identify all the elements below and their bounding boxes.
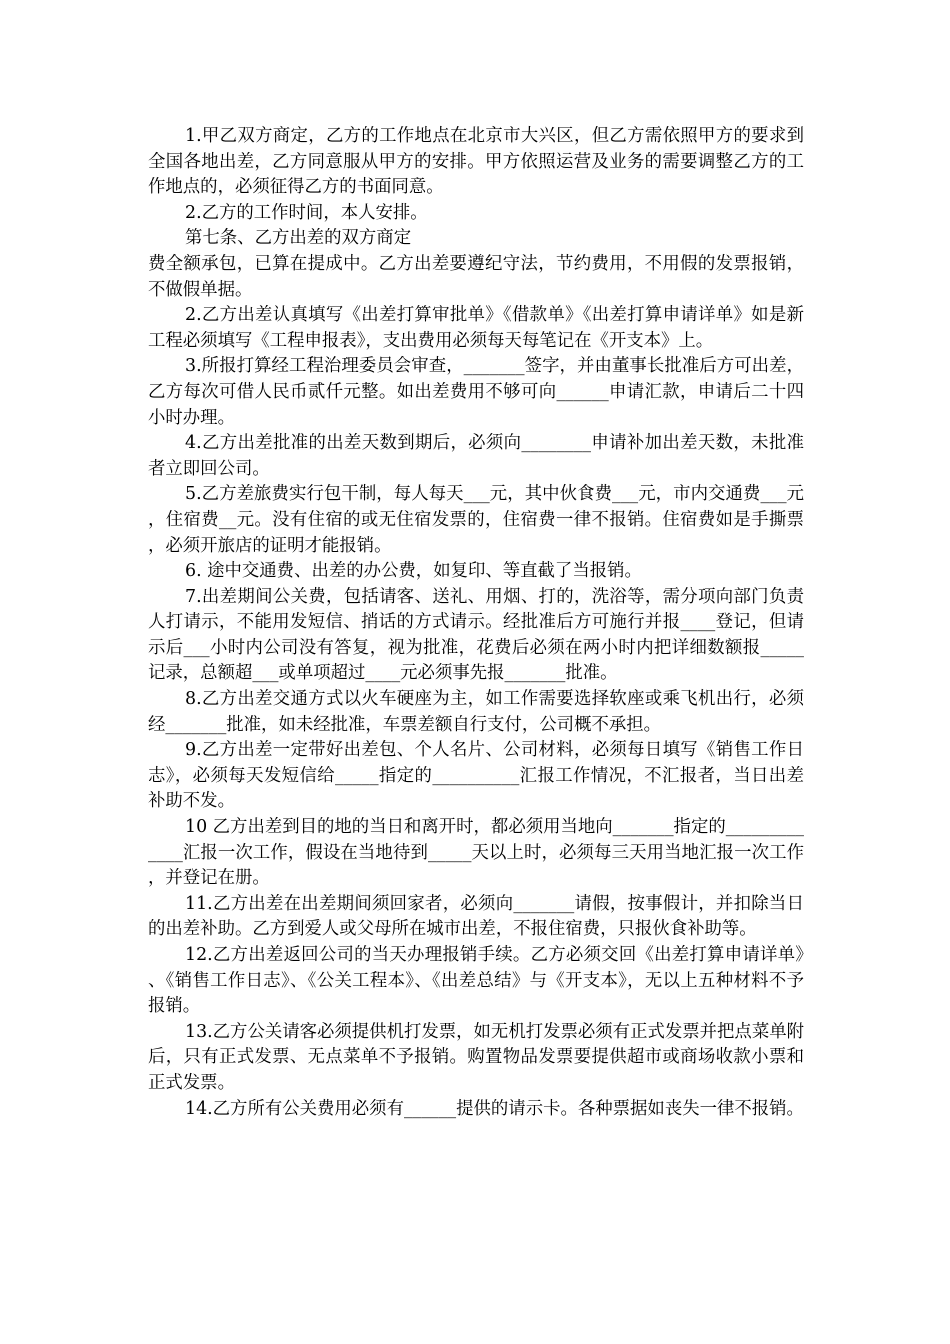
paragraph-2: 2.乙方的工作时间，本人安排。 bbox=[185, 202, 428, 223]
paragraph-clause-7: 7.出差期间公关费，包括请客、送礼、用烟、打的，洗浴等，需分项向部门负责人打请示，不能用发短信、捎话的方式请示。经批准后方可施行并报____登记，但请示后___小时内公司没有答复，视为批准，花费后必须在两小时内把详细数额报_____记录，总额超___或单项超过____元必须事先报_______批准。 bbox=[148, 586, 804, 684]
document-body bbox=[148, 124, 804, 1122]
paragraph-clause-8: 8.乙方出差交通方式以火车硬座为主，如工作需要选择软座或乘飞机出行，必须经_______批准，如未经批准，车票差额自行支付，公司概不承担。 bbox=[148, 689, 804, 735]
paragraph-clause-14: 14.乙方所有公关费用必须有______提供的请示卡。各种票据如丧失一律不报销。 bbox=[185, 1098, 804, 1119]
paragraph-clause-11: 11.乙方出差在出差期间须回家者，必须向_______请假，按事假计，并扣除当日的出差补助。乙方到爱人或父母所在城市出差，不报住宿费，只报伙食补助等。 bbox=[148, 893, 804, 940]
paragraph-clause-5: 5.乙方差旅费实行包干制，每人每天___元，其中伙食费___元，市内交通费___元，住宿费__元。没有住宿的或无住宿发票的，住宿费一律不报销。住宿费如是手撕票，必须开旅店的证明才能报销。 bbox=[148, 484, 804, 556]
paragraph-clause-2: 2.乙方出差认真填写《出差打算审批单》《借款单》《出差打算申请详单》如是新工程必须填写《工程申报表》，支出费用必须每天每笔记在《开支本》上。 bbox=[148, 305, 804, 351]
paragraph-1: 1.甲乙双方商定，乙方的工作地点在北京市大兴区，但乙方需依照甲方的要求到全国各地出差，乙方同意服从甲方的安排。甲方依照运营及业务的需要调整乙方的工作地点的，必须征得乙方的书面同意。 bbox=[148, 126, 804, 198]
paragraph-clause-13: 13.乙方公关请客必须提供机打发票，如无机打发票必须有正式发票并把点菜单附后，只有正式发票、无点菜单不予报销。购置物品发票要提供超市或商场收款小票和正式发票。 bbox=[148, 1021, 804, 1093]
paragraph-clause-6: 6. 途中交通费、出差的办公费，如复印、等直截了当报销。 bbox=[185, 561, 642, 582]
paragraph-clause-3: 3.所报打算经工程治理委员会审查，_______签字，并由董事长批准后方可出差，乙方每次可借人民币贰仟元整。如出差费用不够可向______申请汇款，申请后二十四小时办理。 bbox=[148, 356, 804, 428]
paragraph-clause-4: 4.乙方出差批准的出差天数到期后，必须向________申请补加出差天数，未批准者立即回公司。 bbox=[148, 433, 804, 479]
paragraph-expenses-contract: 费全额承包，已算在提成中。乙方出差要遵纪守法，节约费用，不用假的发票报销，不做假单据。 bbox=[148, 253, 804, 300]
section-heading-article-7: 第七条、乙方出差的双方商定 bbox=[185, 228, 412, 249]
paragraph-clause-9: 9.乙方出差一定带好出差包、个人名片、公司材料，必须每日填写《销售工作日志》，必须每天发短信给_____指定的__________汇报工作情况，不汇报者，当日出差补助不发。 bbox=[148, 740, 804, 812]
paragraph-clause-10: 10 乙方出差到目的地的当日和离开时，都必须用当地向_______指定的_____________汇报一次工作，假设在当地待到_____天以上时，必须每三天用当地汇报一次工作，并登记在册。 bbox=[148, 817, 804, 889]
paragraph-clause-12: 12.乙方出差返回公司的当天办理报销手续。乙方必须交回《出差打算申请详单》、《销售工作日志》、《公关工程本》、《出差总结》与《开支本》，无以上五种材料不予报销。 bbox=[148, 945, 804, 1017]
